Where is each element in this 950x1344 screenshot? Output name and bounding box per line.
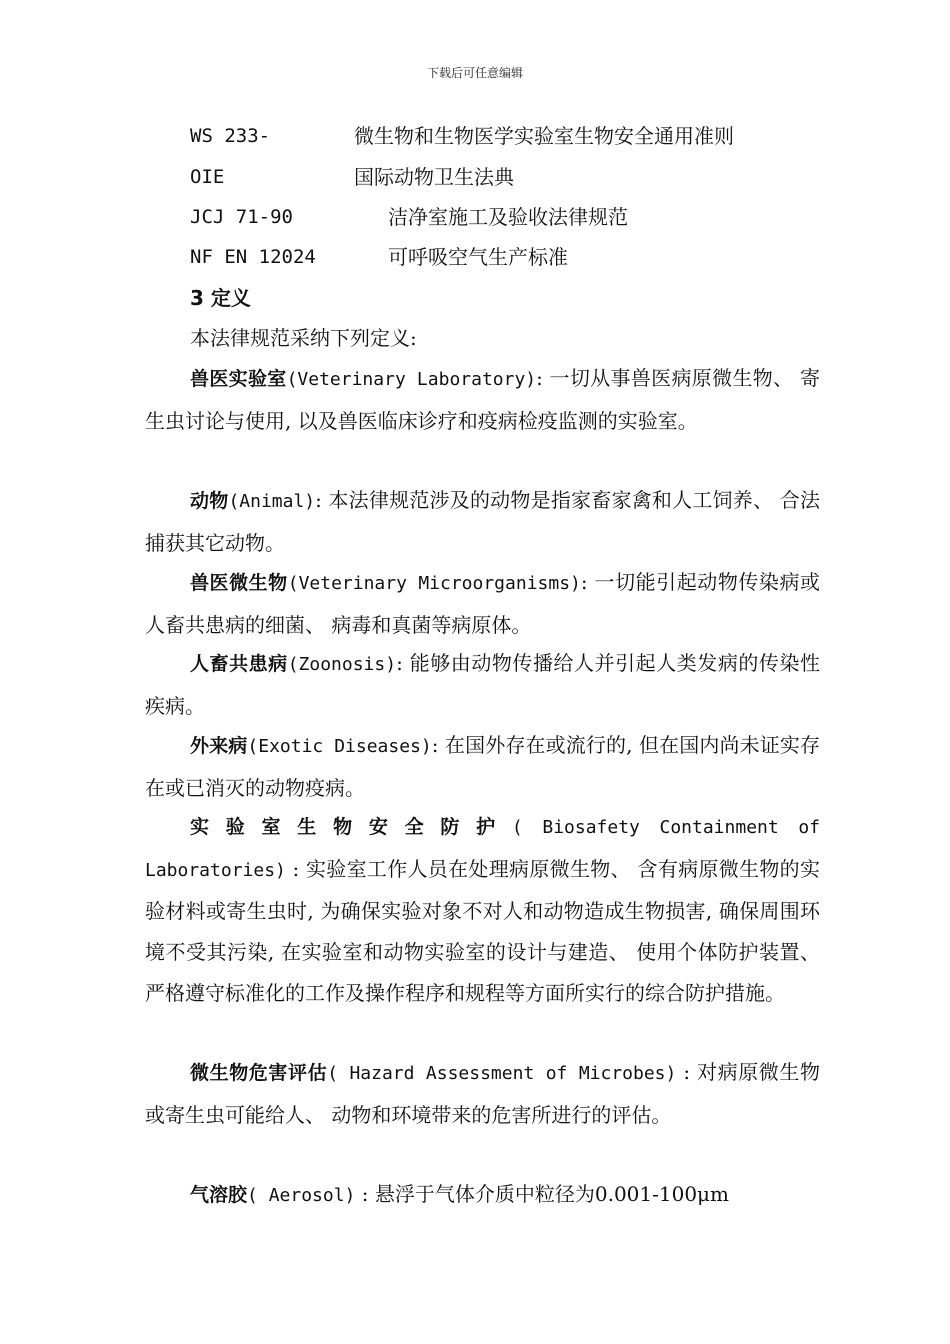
definition-animal	[145, 480, 820, 563]
definition-text: 在国外存在或流行的, 但在国内尚未证实存在或已消灭的动物疫病。	[145, 733, 820, 800]
definition-zoonosis	[145, 643, 820, 726]
section-intro: 本法律规范采纳下列定义:	[190, 326, 417, 350]
definition-biosafety-containment	[145, 806, 820, 1014]
reference-code: JCJ 71-90	[190, 206, 293, 228]
definition-text: 悬浮于气体介质中粒径为0.001-100μm	[368, 1182, 730, 1206]
definition-term: 外来病	[190, 735, 248, 757]
definition-aerosol	[145, 1174, 820, 1217]
reference-code: WS 233-	[190, 125, 271, 147]
reference-title: 微生物和生物医学实验室生物安全通用准则	[354, 124, 734, 148]
definition-term: 兽医实验室	[190, 368, 287, 390]
definition-term: 微生物危害评估	[190, 1062, 328, 1084]
definition-hazard-assessment	[145, 1052, 820, 1135]
definition-text: 本法律规范涉及的动物是指家畜家禽和人工饲养、 合法捕获其它动物。	[145, 488, 820, 555]
definition-text: 对病原微生物或寄生虫可能给人、 动物和环境带来的危害所进行的评估。	[145, 1060, 820, 1127]
definition-text: 一切从事兽医病原微生物、 寄生虫讨论与使用, 以及兽医临床诊疗和疫病检疫监测的实验室。	[145, 366, 820, 433]
definition-separator: :	[676, 1060, 691, 1084]
definition-english-term: (Zoonosis)	[287, 654, 397, 675]
reference-title: 洁净室施工及验收法律规范	[388, 205, 628, 229]
definition-separator: :	[536, 366, 543, 390]
definition-veterinary-microorganisms	[145, 562, 820, 645]
reference-code: OIE	[190, 166, 225, 188]
definition-separator: :	[580, 570, 588, 594]
definition-text: 一切能引起动物传染病或人畜共患病的细菌、 病毒和真菌等病原体。	[145, 570, 820, 637]
definition-exotic-diseases	[145, 725, 820, 808]
definition-veterinary-laboratory	[145, 358, 820, 441]
definition-separator: :	[285, 856, 300, 881]
reference-title: 国际动物卫生法典	[354, 165, 514, 189]
definition-text: 能够由动物传播给人并引起人类发病的传染性疾病。	[145, 651, 820, 718]
definition-term: 兽医微生物	[190, 572, 288, 594]
section-heading: 3 定义	[190, 286, 251, 310]
definition-separator: :	[355, 1182, 369, 1206]
definition-english-term: ( Aerosol)	[247, 1185, 356, 1206]
definition-english-term: (Veterinary Laboratory)	[286, 369, 537, 390]
definition-english-term: ( Hazard Assessment of Microbes)	[327, 1063, 677, 1084]
definition-term: 人畜共患病	[190, 653, 288, 675]
definition-term: 气溶胶	[190, 1184, 248, 1206]
definition-term: 实验室生物安全防护	[190, 816, 512, 838]
definition-english-term: (Exotic Diseases)	[247, 736, 432, 757]
reference-code: NF EN 12024	[190, 246, 316, 268]
definition-english-term: (Veterinary Microorganisms)	[287, 573, 581, 594]
definition-english-term: ( Biosafety Containment of Laboratories)	[145, 817, 820, 881]
reference-title: 可呼吸空气生产标准	[388, 245, 568, 269]
page-header-note: 下载后可任意编辑	[426, 66, 523, 80]
definition-separator: :	[315, 488, 322, 512]
definition-separator: :	[431, 733, 439, 757]
definition-separator: :	[396, 651, 403, 675]
definition-english-term: (Animal)	[228, 491, 316, 512]
definition-term: 动物	[190, 490, 229, 512]
definition-text: 实验室工作人员在处理病原微生物、 含有病原微生物的实验材料或寄生虫时, 为确保实验对象不对人和动物造成生物损害, 确保周围环境不受其污染, 在实验室和动物实验室的设计与建造、 使用个体防护装置、 严格遵守标准化的工作及操作程序和规程等方面所实行的综合防护措施。	[145, 856, 820, 1005]
